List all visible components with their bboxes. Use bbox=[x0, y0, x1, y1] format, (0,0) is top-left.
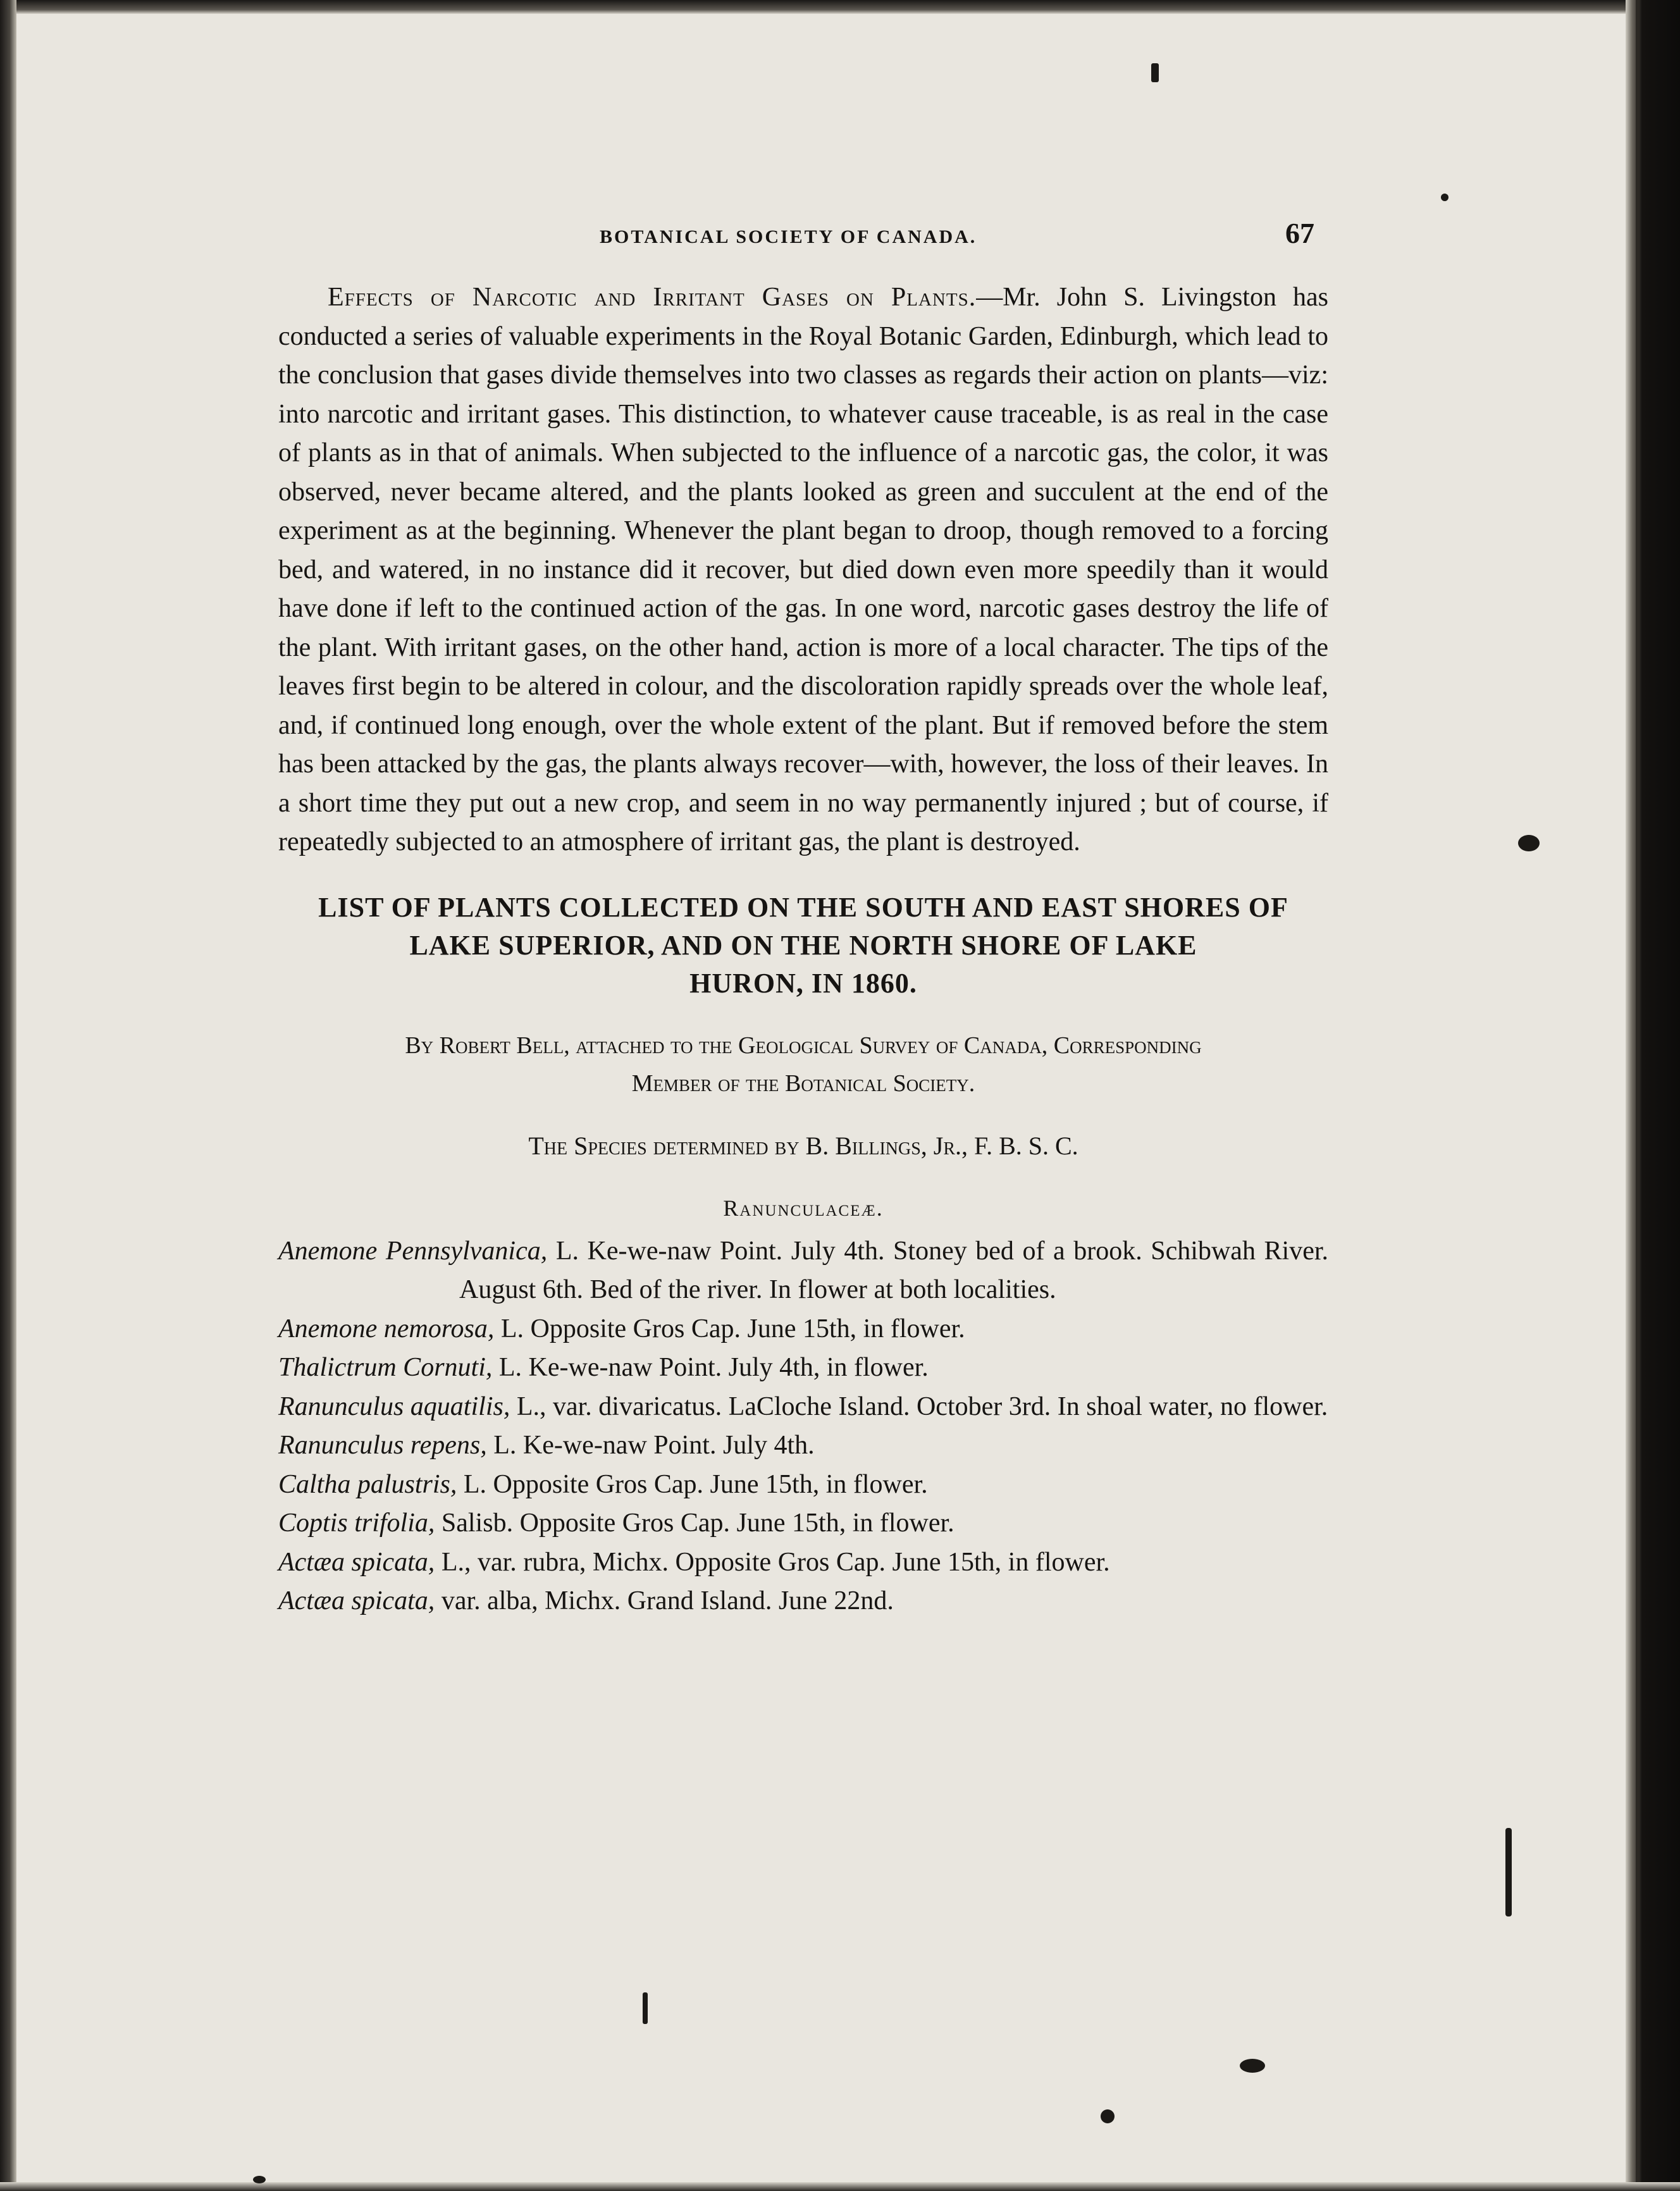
species-details: L. Ke-we-naw Point. July 4th. Stoney bed of a brook. Schibwah River. August 6th. Bed of the river. In flower at both localities. bbox=[459, 1236, 1328, 1304]
species-entry bbox=[278, 1232, 1328, 1310]
scan-speck bbox=[1505, 1828, 1512, 1916]
scan-speck bbox=[1240, 2059, 1265, 2073]
scan-edge-top bbox=[0, 0, 1680, 14]
species-name: Thalictrum Cornuti, bbox=[278, 1353, 493, 1382]
family-heading: Ranunculaceæ. bbox=[723, 1195, 884, 1221]
species-entry bbox=[278, 1426, 1328, 1466]
species-name: Anemone Pennsylvanica, bbox=[278, 1236, 548, 1266]
species-details: L. Opposite Gros Cap. June 15th, in flower. bbox=[457, 1469, 928, 1499]
list-title-line: HURON, IN 1860. bbox=[689, 967, 917, 999]
species-details: L. Ke-we-naw Point. July 4th. bbox=[486, 1431, 815, 1460]
article-paragraph bbox=[278, 278, 1328, 862]
scan-edge-right bbox=[1626, 0, 1680, 2191]
list-title-line: LAKE SUPERIOR, AND ON THE NORTH SHORE OF LAKE bbox=[409, 929, 1197, 961]
species-details: L. Ke-we-naw Point. July 4th, in flower. bbox=[492, 1353, 929, 1382]
species-name: Actæa spicata, bbox=[278, 1586, 435, 1615]
page-number: 67 bbox=[1285, 217, 1314, 249]
scan-speck bbox=[1441, 194, 1448, 201]
scan-speck bbox=[1101, 2109, 1115, 2123]
species-entry bbox=[278, 1310, 1328, 1349]
species-name: Actæa spicata, bbox=[278, 1547, 435, 1577]
list-title-line: LIST OF PLANTS COLLECTED ON THE SOUTH AND EAST SHORES OF bbox=[318, 891, 1288, 923]
list-title bbox=[278, 889, 1328, 1003]
article-heading: Effects of Narcotic and Irritant Gases on Plants. bbox=[328, 283, 977, 312]
running-head: BOTANICAL SOCIETY OF CANADA. bbox=[600, 226, 977, 247]
scan-edge-left bbox=[0, 0, 16, 2191]
scan-speck bbox=[253, 2176, 266, 2183]
species-details: L., var. rubra, Michx. Opposite Gros Cap. June 15th, in flower. bbox=[435, 1547, 1110, 1577]
byline bbox=[278, 1027, 1328, 1102]
species-entry bbox=[278, 1388, 1328, 1427]
species-entry bbox=[278, 1466, 1328, 1505]
species-entry bbox=[278, 1543, 1328, 1583]
scan-speck bbox=[1151, 63, 1159, 82]
page-content bbox=[278, 278, 1328, 1621]
species-details: Salisb. Opposite Gros Cap. June 15th, in flower. bbox=[435, 1509, 954, 1538]
byline-line: Member of the Botanical Society. bbox=[631, 1070, 975, 1097]
species-name: Anemone nemorosa, bbox=[278, 1314, 495, 1343]
species-entry bbox=[278, 1349, 1328, 1388]
species-entry bbox=[278, 1504, 1328, 1543]
species-entry bbox=[278, 1582, 1328, 1621]
species-name: Caltha palustris, bbox=[278, 1469, 457, 1499]
scan-speck bbox=[643, 1992, 648, 2024]
byline-line: By Robert Bell, attached to the Geological Survey of Canada, Corresponding bbox=[405, 1032, 1202, 1059]
scan-speck bbox=[1518, 835, 1540, 851]
scan-edge-right-line bbox=[1636, 0, 1640, 2191]
species-name: Coptis trifolia, bbox=[278, 1509, 435, 1538]
species-name: Ranunculus aquatilis, bbox=[278, 1392, 510, 1421]
determined-by: The Species determined by B. Billings, Jr., F. B. S. C. bbox=[528, 1131, 1078, 1160]
article-body: —Mr. John S. Livingston has conducted a series of valuable experiments in the Royal Botanic Garden, Edinburgh, which lead to the conclusion that gases divide themselves into two classes as regards their action on plants—viz: into narcotic and irritant gases. This distinction, to whatever cause traceable, is as real in the case of plants as in that of animals. When subjected to the influence of a narcotic gas, the color, it was observed, never became altered, and the plants looked as green and succulent at the end of the experiment as at the beginning. Whenever the plant began to droop, though removed to a forcing bed, and watered, in no instance did it recover, but died down even more speedily than it would have done if left to the continued action of the gas. In one word, narcotic gases destroy the life of the plant. With irritant gases, on the other hand, action is more of a local character. The tips of the leaves first begin to be altered in colour, and the discoloration rapidly spreads over the whole leaf, and, if continued long enough, over the whole extent of the plant. But if removed before the stem has been attacked by the gas, the plants always recover—with, however, the loss of their leaves. In a short time they put out a new crop, and seem in no way permanently injured ; but of course, if repeatedly subjected to an atmosphere of irritant gas, the plant is destroyed. bbox=[278, 283, 1328, 856]
species-details: var. alba, Michx. Grand Island. June 22nd. bbox=[435, 1586, 894, 1615]
species-list bbox=[278, 1232, 1328, 1621]
species-details: L., var. divaricatus. LaCloche Island. October 3rd. In shoal water, no flower. bbox=[510, 1392, 1328, 1421]
species-name: Ranunculus repens, bbox=[278, 1431, 487, 1460]
page-header bbox=[283, 215, 1327, 259]
species-details: L. Opposite Gros Cap. June 15th, in flower. bbox=[494, 1314, 965, 1343]
scan-edge-bottom bbox=[0, 2182, 1680, 2191]
